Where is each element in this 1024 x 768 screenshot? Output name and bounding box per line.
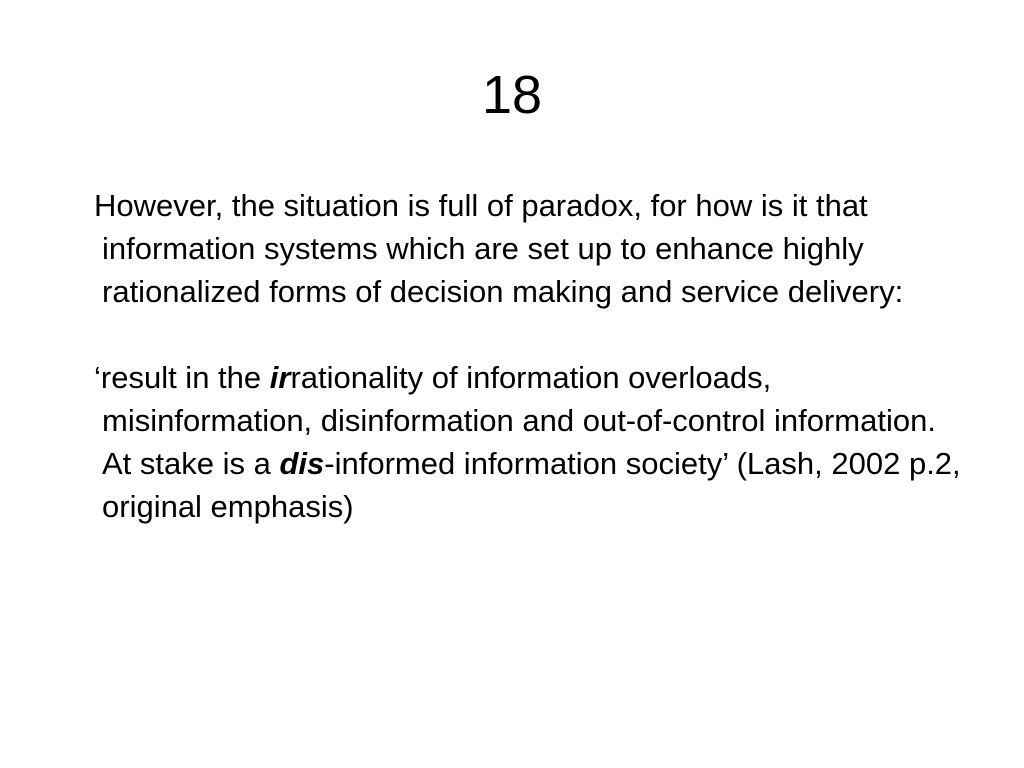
emphasis-ir: ir <box>269 360 291 395</box>
slide-title: 18 <box>481 65 543 125</box>
paragraph-paradox: However, the situation is full of paradox, for how is it that information systems which are set up to enhance highly rationalized forms of decision making and service delivery: <box>94 188 904 309</box>
emphasis-dis: dis <box>279 446 325 481</box>
slide-body <box>94 184 962 528</box>
paragraph-quote <box>94 356 962 528</box>
quote-text-part2: rationality of information overloads, misinformation, disinformation and out-of-control information. At stake is a <box>102 360 936 481</box>
quote-text-part1: ‘result in the <box>94 360 270 395</box>
quote-text-part3: -informed information society’ (Lash, 2002 p.2, original emphasis) <box>102 446 961 524</box>
